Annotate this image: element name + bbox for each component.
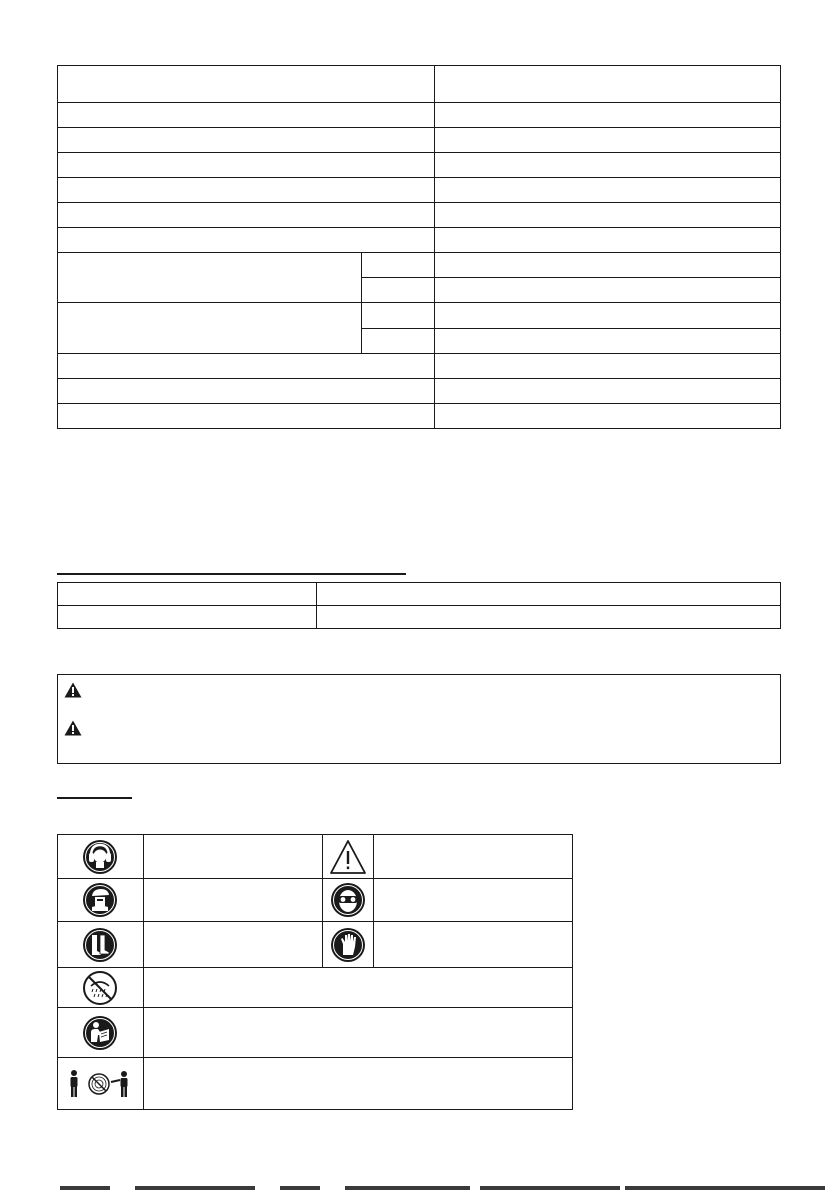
table-cell — [362, 253, 435, 278]
table-row — [58, 103, 781, 128]
table-cell — [434, 379, 780, 404]
table-row — [58, 66, 781, 103]
table-row — [58, 303, 781, 329]
table-row — [58, 253, 781, 278]
table-cell — [434, 329, 780, 354]
table-cell — [58, 128, 435, 153]
warning-icon — [64, 682, 82, 698]
table-row — [58, 379, 781, 404]
table-cell — [58, 103, 435, 128]
table-cell — [58, 379, 435, 404]
table-row — [58, 404, 781, 429]
table-cell — [434, 128, 780, 153]
warning-triangle-icon — [329, 839, 367, 875]
table-cell — [434, 103, 780, 128]
table-cell — [434, 404, 780, 429]
table-row — [58, 203, 781, 228]
table-cell — [143, 835, 322, 879]
eye-protection-icon — [330, 882, 366, 918]
warning-icon — [64, 720, 82, 736]
table-cell — [58, 922, 144, 968]
table-cell — [434, 303, 780, 329]
symbols-table — [57, 834, 573, 1110]
symbols-heading-underline — [57, 797, 132, 799]
table-row — [58, 228, 781, 253]
table-cell — [322, 922, 374, 968]
safety-gloves-icon — [330, 927, 366, 963]
table-cell — [434, 253, 780, 278]
keep-distance-icon — [67, 1069, 133, 1099]
table-cell — [374, 879, 573, 922]
table-cell — [58, 253, 362, 303]
measurement-table — [57, 582, 781, 629]
table-cell — [434, 178, 780, 203]
read-manual-icon — [82, 1015, 118, 1051]
table-cell — [143, 922, 322, 968]
table-row — [58, 879, 573, 922]
table-cell — [434, 153, 780, 178]
table-cell — [58, 178, 435, 203]
table-row — [58, 128, 781, 153]
table-cell — [316, 606, 780, 629]
table-row — [58, 354, 781, 379]
table-cell — [434, 228, 780, 253]
section-heading-underline — [57, 573, 406, 575]
table-cell — [58, 879, 144, 922]
table-cell — [374, 922, 573, 968]
table-row — [58, 1008, 573, 1058]
table-cell — [374, 835, 573, 879]
table-row — [58, 835, 573, 879]
table-cell — [58, 354, 435, 379]
table-cell — [143, 1008, 572, 1058]
table-cell — [58, 835, 144, 879]
table-row — [58, 922, 573, 968]
table-row — [58, 1058, 573, 1110]
warning-box — [57, 674, 781, 764]
table-cell — [58, 153, 435, 178]
table-cell — [362, 278, 435, 303]
table-cell — [434, 354, 780, 379]
table-row — [58, 153, 781, 178]
table-cell — [322, 835, 374, 879]
table-cell — [58, 203, 435, 228]
table-cell — [58, 606, 317, 629]
table-cell — [58, 1058, 144, 1110]
no-rain-icon — [82, 970, 118, 1006]
table-cell — [58, 303, 362, 354]
table-cell — [58, 583, 317, 606]
table-cell — [58, 968, 144, 1008]
ear-protection-icon — [82, 839, 118, 875]
helmet-mask-icon — [82, 882, 118, 918]
table-cell — [316, 583, 780, 606]
table-cell — [58, 404, 435, 429]
table-cell — [143, 1058, 572, 1110]
table-cell — [362, 303, 435, 329]
table-cell — [434, 66, 780, 103]
table-row — [58, 583, 781, 606]
table-row — [58, 968, 573, 1008]
table-cell — [362, 329, 435, 354]
table-cell — [434, 203, 780, 228]
table-row — [58, 178, 781, 203]
table-cell — [58, 1008, 144, 1058]
safety-boots-icon — [82, 927, 118, 963]
table-cell — [322, 879, 374, 922]
table-cell — [434, 278, 780, 303]
table-cell — [58, 66, 435, 103]
footer-print-strip — [0, 1186, 840, 1192]
table-cell — [143, 879, 322, 922]
specification-table — [57, 65, 781, 429]
table-cell — [143, 968, 572, 1008]
table-cell — [58, 228, 435, 253]
table-row — [58, 606, 781, 629]
